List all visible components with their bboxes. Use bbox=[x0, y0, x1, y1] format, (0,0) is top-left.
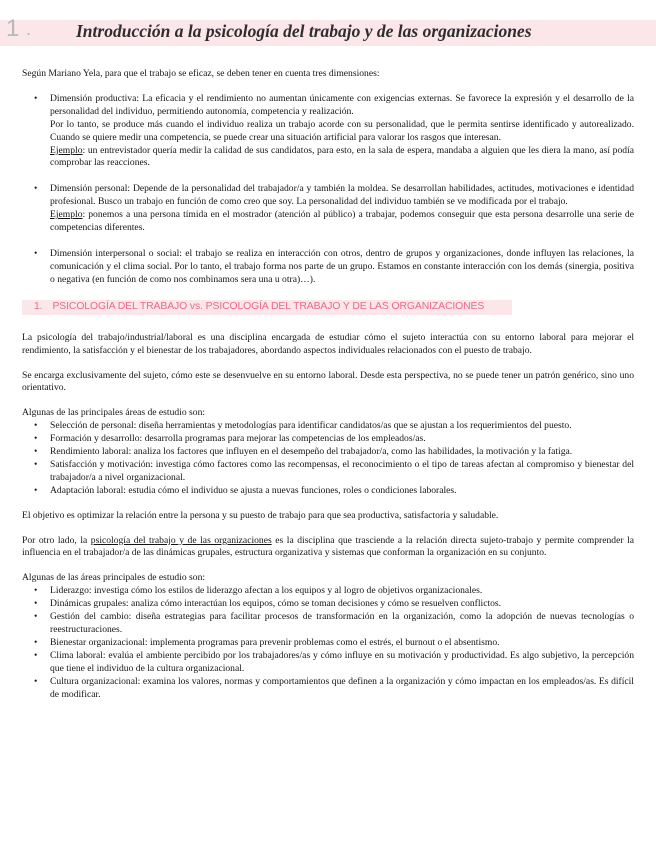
list-item bbox=[22, 93, 634, 170]
item-label: Rendimiento laboral: bbox=[50, 446, 132, 458]
item-text: diseña herramientas y metodologías para identificar candidatos/as que se ajustan a los requerimientos del puesto. bbox=[138, 420, 572, 432]
item-text: La eficacia y el rendimiento no aumentan únicamente con exigencias externas. Se favorece la expresión y el desarrollo de la personalidad del individuo, permitiendo autonomía, competencia y realización. bbox=[50, 92, 634, 117]
p4-after: es la disciplina que trasciende a la relación directa sujeto-trabajo y permite comprender la influencia en el trabajador/a de las dinámicas grupales, estructura organizativa y sistemas que conforman la organización en su conjunto. bbox=[22, 534, 634, 559]
list-item bbox=[22, 611, 634, 637]
list-item bbox=[22, 459, 634, 485]
item-label: Dimensión interpersonal o social: bbox=[50, 247, 182, 259]
subsection-number: 1. bbox=[34, 300, 43, 312]
subsection-band bbox=[22, 300, 512, 315]
page-title: Introducción a la psicología del trabajo y de las organizaciones bbox=[76, 21, 532, 41]
item-text: el trabajo se realiza en interacción con otros, dentro de grupos y organizaciones, donde influyen las relaciones, la comunicación y el clima social. Por lo tanto, el trabajo forma nos parte de un grupo. Estamos en constante interacción con los demás (sinergia, positiva o negativa (en función de como nos combinamos sera una u otra)…). bbox=[50, 247, 634, 285]
list-item bbox=[22, 433, 634, 446]
item-text: evalúa el ambiente percibido por los trabajadores/as y cómo influye en su motivación y productividad. Es algo subjetivo, la percepción que tiene el individuo de la cultura organizacional. bbox=[50, 649, 634, 674]
item-label: Adaptación laboral: bbox=[50, 484, 126, 496]
item-label: Gestión del cambio: bbox=[50, 611, 132, 623]
item-label: Cultura organizacional: bbox=[50, 675, 141, 687]
item-label: Formación y desarrollo: bbox=[50, 433, 143, 445]
paragraph bbox=[22, 535, 634, 561]
title-dot: . bbox=[26, 19, 32, 39]
list-item bbox=[22, 650, 634, 676]
list-item bbox=[22, 676, 634, 702]
item-text: investiga cómo los estilos de liderazgo afectan a los equipos y al logro de objetivos organizacionales. bbox=[93, 585, 483, 597]
list-item bbox=[22, 183, 634, 235]
paragraph: La psicología del trabajo/industrial/laboral es una disciplina encargada de estudiar cómo el sujeto interactúa con su entorno laboral para mejorar el rendimiento, la satisfacción y el bienestar de los trabajadores, abordando aspectos individuales relacionados con el puesto de trabajo. bbox=[22, 331, 634, 356]
item-label: Selección de personal: bbox=[50, 420, 137, 432]
example-label: Ejemplo bbox=[50, 209, 83, 221]
item-label: Bienestar organizacional: bbox=[50, 636, 148, 648]
list-item bbox=[22, 585, 634, 598]
item-label: Dimensión productiva: bbox=[50, 92, 140, 104]
title-number: 1 bbox=[6, 15, 20, 42]
areas-list-1 bbox=[22, 420, 634, 497]
list-item bbox=[22, 485, 634, 498]
list-item bbox=[22, 637, 634, 650]
item-text: analiza cómo interactúan los equipos, cómo se toman decisiones y cómo se resuelven conflictos. bbox=[131, 598, 502, 610]
areas-intro: Algunas de las principales áreas de estudio son: bbox=[22, 407, 206, 419]
item-text-2: Por lo tanto, se produce más cuando el individuo realiza un trabajo acorde con su personalidad, que le permita sentirse identificado y autorealizado. Cuando se quiere medir una competencia, se puede crear una situación artificial para valorar los rasgos que interesan. bbox=[50, 118, 634, 143]
item-text: desarrolla programas para mejorar las competencias de los empleados/as. bbox=[144, 433, 426, 445]
paragraph: Se encarga exclusivamente del sujeto, cómo este se desenvuelve en su entorno laboral. Desde esta perspectiva, no se puede tener un patrón genérico, sino uno orientativo. bbox=[22, 369, 634, 394]
list-item bbox=[22, 446, 634, 459]
item-text: implementa programas para prevenir problemas como el estrés, el burnout o el absentismo. bbox=[150, 636, 500, 648]
subsection-heading bbox=[34, 301, 484, 314]
example-label: Ejemplo bbox=[50, 144, 83, 156]
item-text: investiga cómo factores como las recompensas, el reconocimiento o el tipo de tareas afectan al compromiso y bienestar del trabajador/a a nivel organizacional. bbox=[50, 458, 634, 483]
item-text: estudia cómo el individuo se ajusta a nuevas funciones, roles o condiciones laborales. bbox=[128, 484, 457, 496]
dimensions-list bbox=[22, 93, 634, 287]
item-label: Dinámicas grupales: bbox=[50, 598, 129, 610]
example-text: : ponemos a una persona tímida en el mostrador (atención al público) a trabajar, podemos conseguir que esta persona desarrolle una serie de competencias diferentes. bbox=[50, 209, 634, 234]
item-label: Dimensión personal: bbox=[50, 183, 131, 195]
item-text: diseña estrategias para facilitar procesos de transformación en la organización, como la adopción de nuevas tecnologías o reestructuraciones. bbox=[50, 611, 634, 635]
p4-underlined: psicología del trabajo y de las organizaciones bbox=[90, 534, 272, 546]
areas-list-2 bbox=[22, 585, 634, 701]
document-body bbox=[22, 68, 634, 701]
item-text: examina los valores, normas y comportamientos que definen a la organización y cómo impactan en los empleados/as. Es difícil de modificar. bbox=[50, 675, 634, 700]
item-label: Clima laboral: bbox=[50, 649, 106, 661]
item-label: Satisfacción y motivación: bbox=[50, 458, 154, 470]
item-text: analiza los factores que influyen en el desempeño del trabajador/a, como las habilidades, la motivación y la fatiga. bbox=[133, 446, 573, 458]
list-item bbox=[22, 420, 634, 433]
list-item bbox=[22, 248, 634, 287]
paragraph: El objetivo es optimizar la relación entre la persona y su puesto de trabajo para que sea productiva, satisfactoria y saludable. bbox=[22, 509, 499, 521]
example-text: : un entrevistador quería medir la calidad de sus candidatos, para esto, en la sala de espera, mandaba a alguien que les diera la mano, así podía comprobar las reacciones. bbox=[50, 144, 634, 169]
areas-intro: Algunas de las áreas principales de estudio son: bbox=[22, 572, 206, 584]
intro-paragraph: Según Mariano Yela, para que el trabajo se eficaz, se deben tener en cuenta tres dimensiones: bbox=[22, 68, 380, 79]
item-label: Liderazgo: bbox=[50, 585, 92, 597]
item-text: Depende de la personalidad del trabajador/a y también la moldea. Se desarrollan habilidades, actitudes, motivaciones e identidad profesional. Busco un trabajo en función de como creo que soy. La personalidad del individuo también se ve modificada por el trabajo. bbox=[50, 183, 635, 208]
list-item bbox=[22, 598, 634, 611]
p4-before: Por otro lado, la bbox=[22, 534, 91, 546]
subsection-title: PSICOLOGÍA DEL TRABAJO vs. PSICOLOGÍA DEL TRABAJO Y DE LAS ORGANIZACIONES bbox=[52, 300, 485, 312]
